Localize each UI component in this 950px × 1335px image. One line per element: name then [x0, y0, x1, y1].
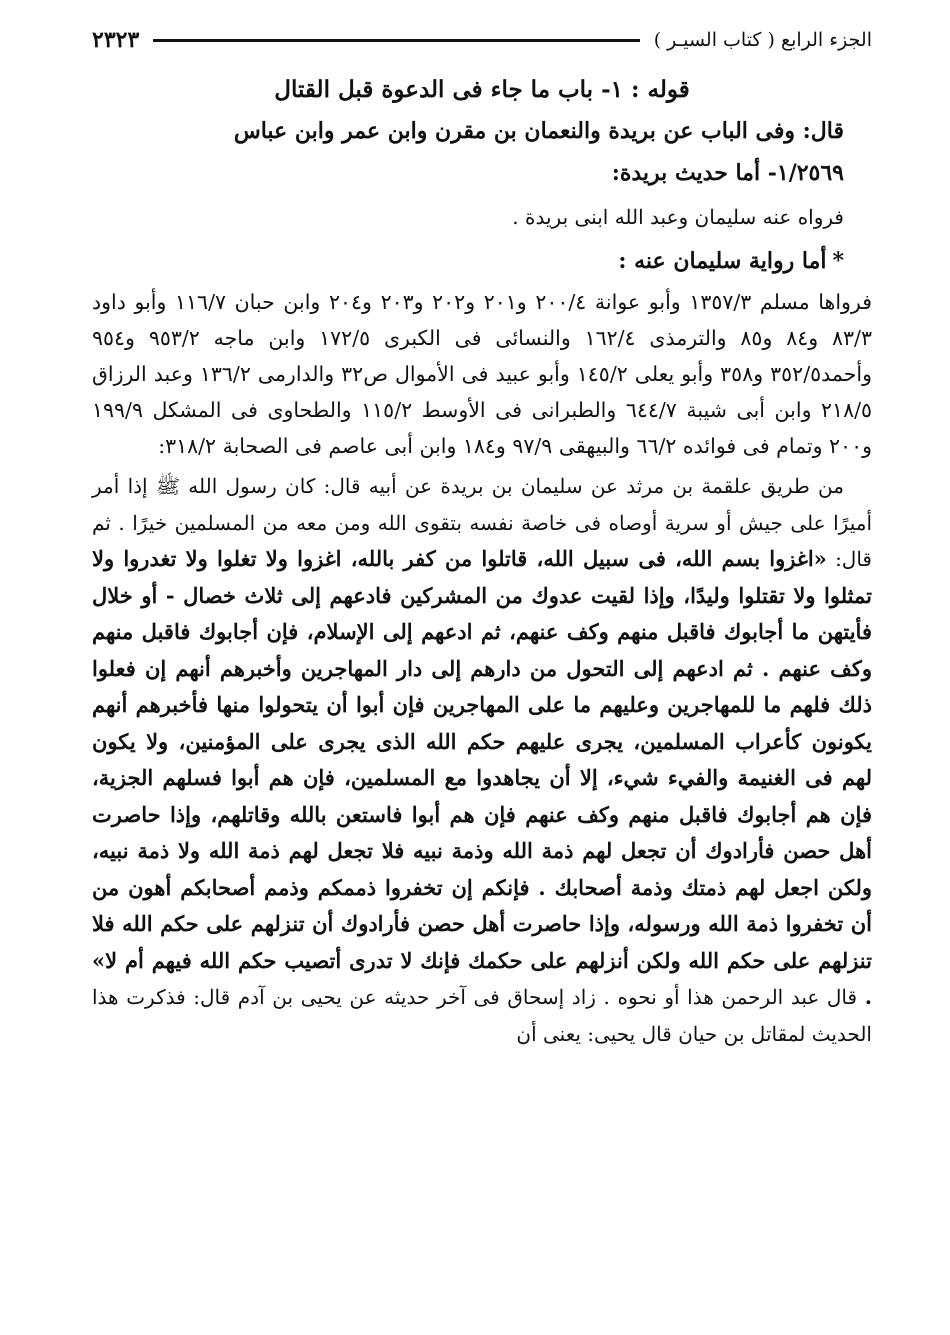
- hadith-tail: قال عبد الرحمن هذا أو نحوه . زاد إسحاق فى آخر حديثه عن يحيى بن آدم قال: فذكرت هذا الحديث لمقاتل بن حيان قال يحيى: يعنى أن: [92, 985, 872, 1046]
- narrators-line: فرواه عنه سليمان وعبد الله ابنى بريدة .: [512, 205, 844, 229]
- hadith-isnad: من طريق علقمة بن مرثد عن سليمان بن بريدة عن أبيه قال: كان رسول الله ﷺ إذا أمر أميرًا على جيش أو سرية أوصاه فى خاصة نفسه بتقوى الله ومن معه من المسلمين خيرًا . ثم قال:: [92, 474, 872, 571]
- subheading-text: أما رواية سليمان عنه :: [618, 248, 827, 274]
- chapter-heading: قوله : ١- باب ما جاء فى الدعوة قبل القتال: [274, 76, 690, 103]
- takhrij-paragraph: فرواها مسلم ١٣٥٧/٣ وأبو عوانة ٢٠٠/٤ و٢٠١ و٢٠٢ و٢٠٣ و٢٠٤ وابن حبان ١١٦/٧ وأبو داود ٨٣/٣ و٨٤ و٨٥ والترمذى ١٦٢/٤ والنسائى فى الكبرى ١٧٢/٥ وابن ماجه ٩٥٣/٢ و٩٥٤ وأحمد٣٥٢/٥ و٣٥٨ وأبو يعلى ١٤٥/٢ وأبو عبيد فى الأموال ص٣٢ والدارمى ١٣٦/٢ وعبد الرزاق ٢١٨/٥ وابن أبى شيبة ٦٤٤/٧ والطبرانى فى الأوسط ١١٥/٢ والطحاوى فى المشكل ١٩٩/٩ و٢٠٠ وتمام فى فوائده ٦٦/٢ والبيهقى ٩٧/٩ و١٨٤ وابن أبى عاصم فى الصحابة ٣١٨/٢:: [92, 290, 873, 458]
- hadith-matn: «اغزوا بسم الله، فى سبيل الله، قاتلوا من كفر بالله، اغزوا ولا تغلوا ولا تغدروا ولا تمثلوا ولا تقتلوا وليدًا، وإذا لقيت عدوك من المشركين فادعهم إلى ثلاث خصال - أو خلال فأيتهن ما أجابوك فاقبل منهم وكف عنهم، ثم ادعهم إلى الإسلام، فإن أجابوك فاقبل منهم وكف عنهم . ثم ادعهم إلى التحول من دارهم إلى دار المهاجرين وأخبرهم أنهم إن فعلوا ذلك فلهم ما للمهاجرين وعليهم ما على المهاجرين فإن أبوا أن يتحولوا منها فأخبرهم أنهم يكونون كأعراب المسلمين، يجرى عليهم حكم الله الذى يجرى على المؤمنين، ولا يكون لهم فى الغنيمة والفيء شيء، إلا أن يجاهدوا مع المسلمين، فإن هم أبوا فسلهم الجزية، فإن هم أجابوك فاقبل منهم وكف عنهم فإن هم أبوا فاستعن بالله وقاتلهم، وإذا حاصرت أهل حصن فأرادوك أن تجعل لهم ذمة الله وذمة نبيه فلا تجعل لهم ذمة الله ولا ذمة نبيه، ولكن اجعل لهم ذمتك وذمة أصحابك . فإنكم إن تخفروا ذممكم وذمم أصحابكم أهون من أن تخفروا ذمة الله ورسوله، وإذا حاصرت أهل حصن فأرادوك أن تنزلهم على حكم الله فلا تنزلهم على حكم الله ولكن أنزلهم على حكمك فإنك لا تدرى أتصيب حكم الله فيهم أم لا» .: [92, 546, 873, 1009]
- hadith-number-title: ١/٢٥٦٩- أما حديث بريدة:: [611, 160, 844, 186]
- running-header: [92, 18, 872, 62]
- star-icon: *: [832, 248, 844, 274]
- subheading-line: [92, 240, 872, 282]
- header-rule: [153, 39, 639, 42]
- hadith-paragraph: [92, 468, 872, 1052]
- part-title: الجزء الرابع ( كتاب السيـر ): [653, 29, 872, 51]
- page-number: ٢٣٢٣: [92, 27, 140, 53]
- chapter-statement: قال: وفى الباب عن بريدة والنعمان بن مقرن وابن عمر وابن عباس: [233, 118, 844, 144]
